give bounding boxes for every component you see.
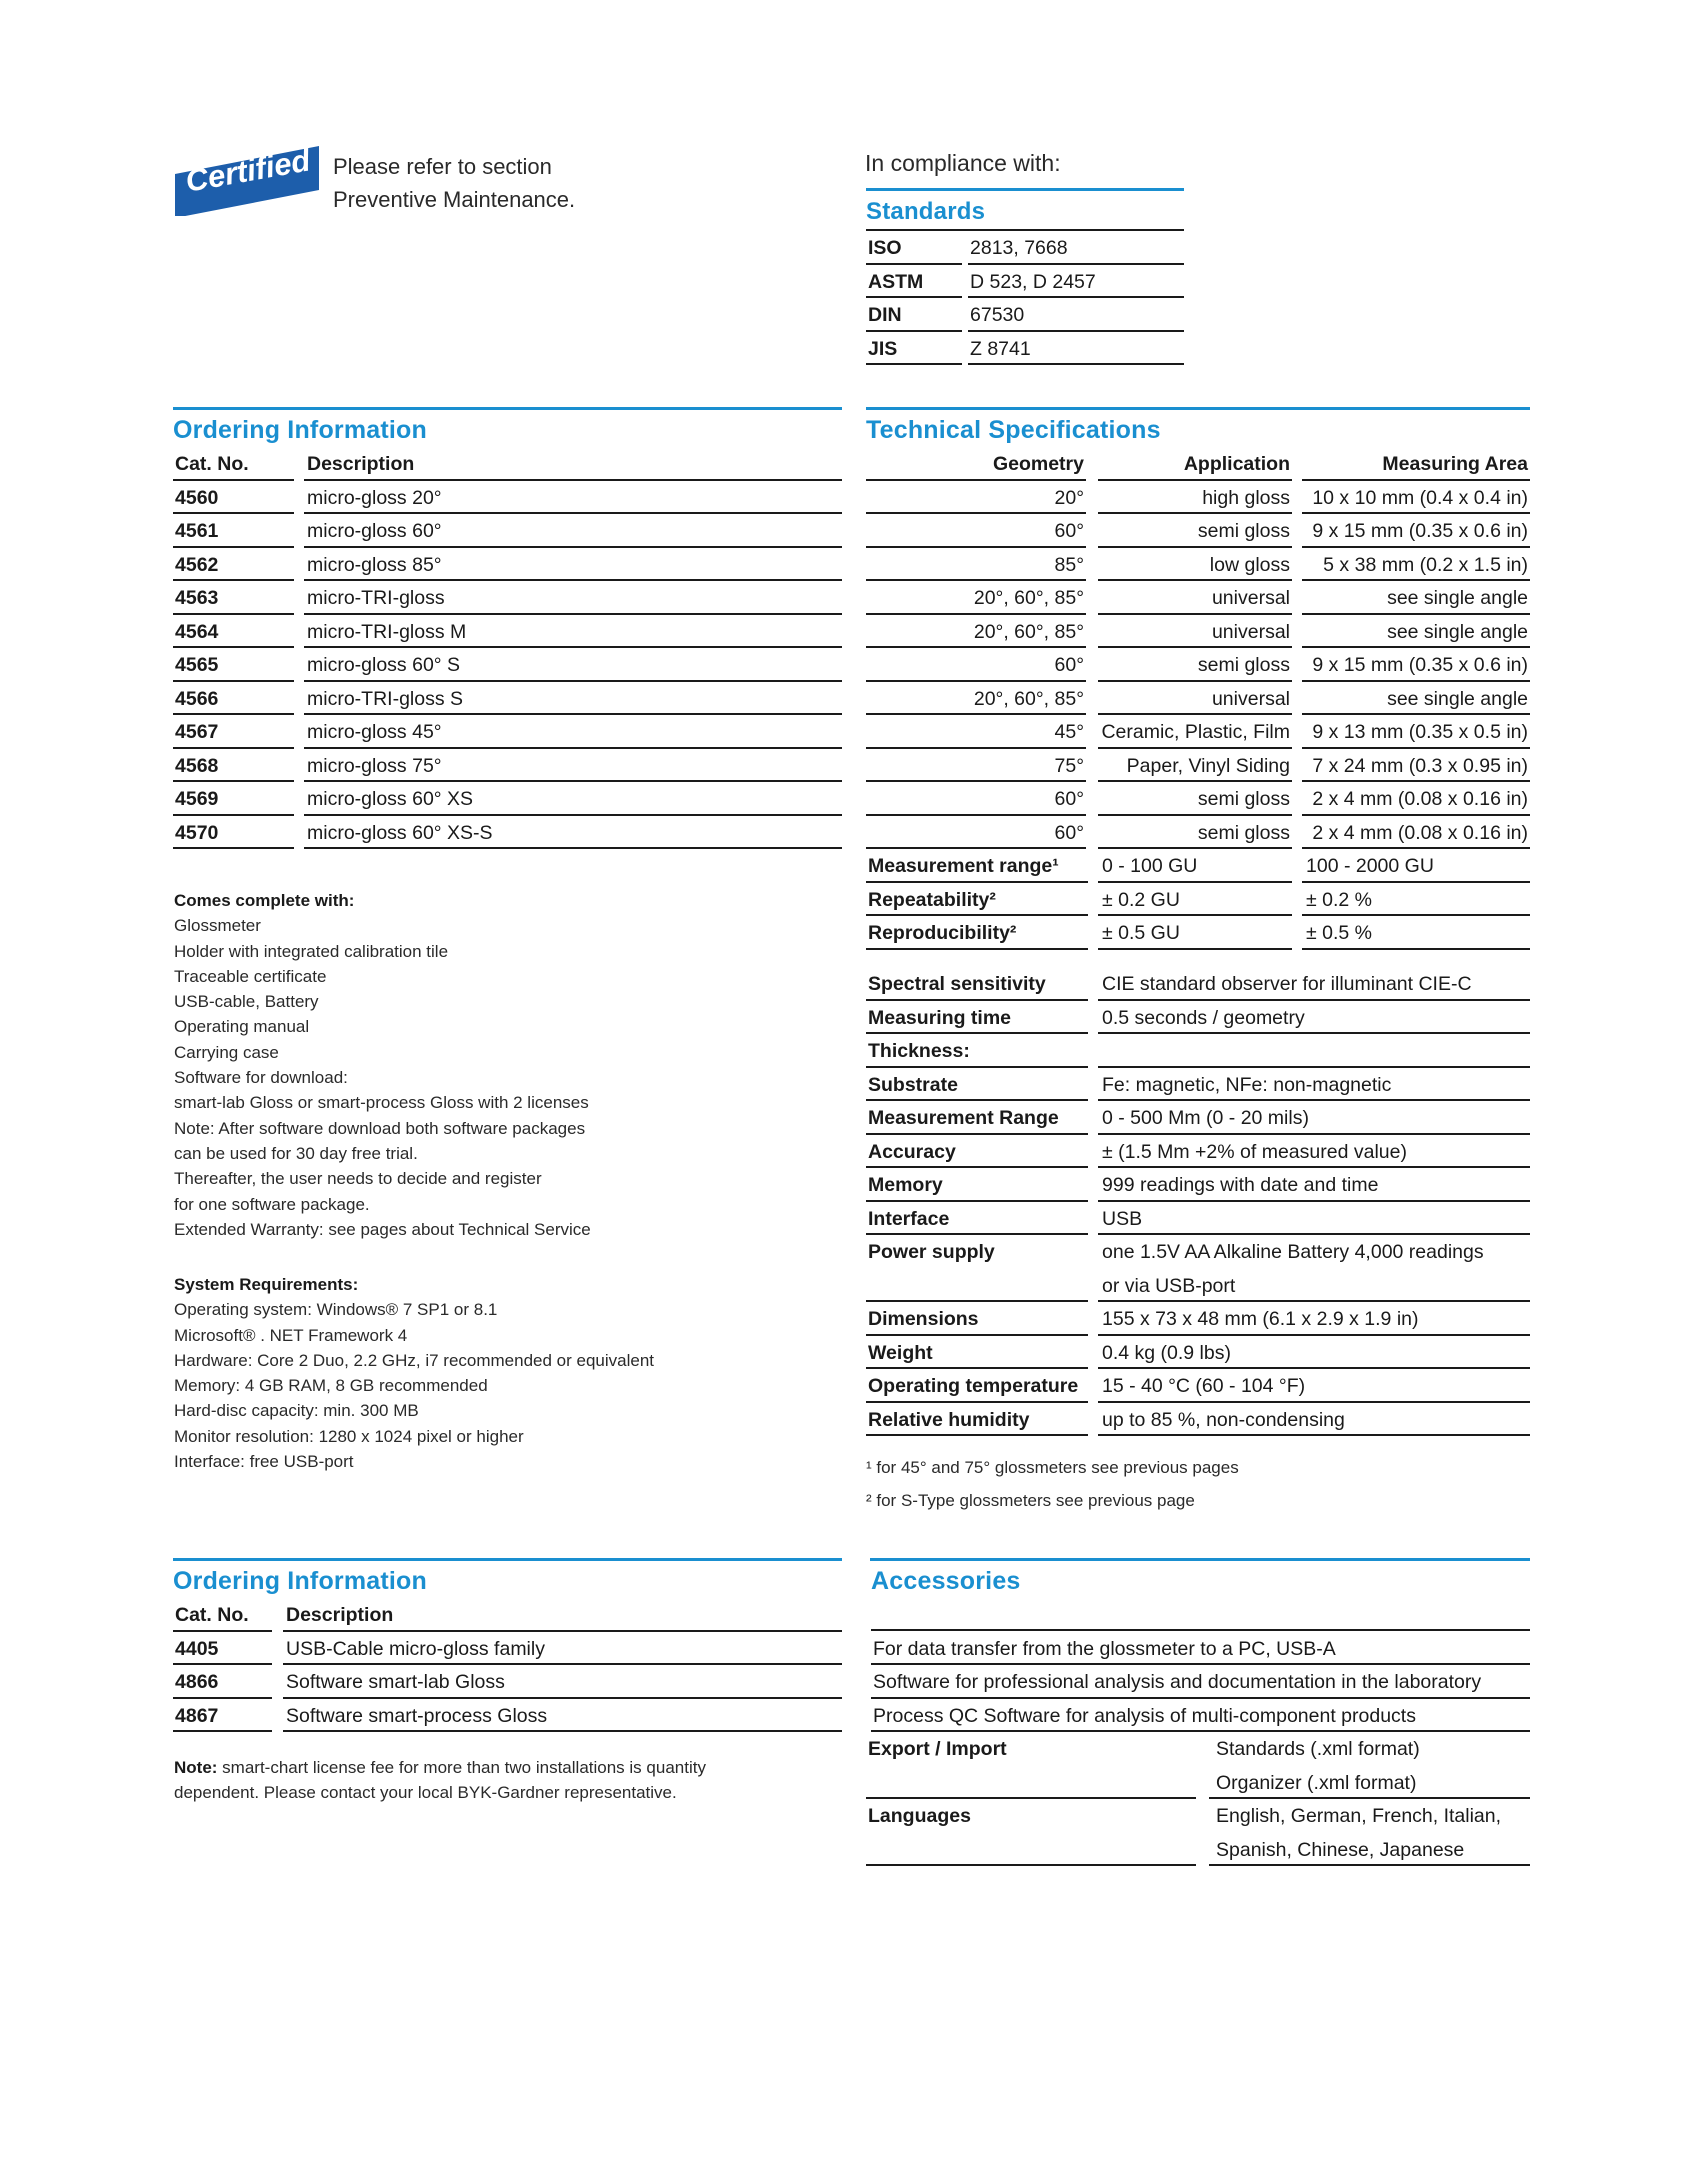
measuring-area: 9 x 15 mm (0.35 x 0.6 in)	[1312, 654, 1528, 676]
system-line: Interface: free USB-port	[174, 1452, 354, 1472]
description: micro-gloss 85°	[307, 553, 442, 576]
accessories-table	[866, 1598, 1530, 1878]
description: micro-gloss 20°	[307, 486, 442, 509]
tech-geo-row	[866, 615, 1530, 649]
application: high gloss	[1202, 486, 1290, 509]
application: low gloss	[1209, 553, 1290, 576]
spec-value: one 1.5V AA Alkaline Battery 4,000 readings	[1102, 1241, 1484, 1263]
complete-line: Carrying case	[174, 1042, 279, 1062]
ordering2-header-row	[173, 1598, 842, 1632]
geometry: 20°, 60°, 85°	[973, 620, 1084, 643]
spec-value: ± 0.2 GU	[1102, 888, 1180, 911]
cat-no: 4867	[175, 1704, 219, 1727]
geometry: 20°, 60°, 85°	[973, 687, 1084, 710]
spec-label: Accuracy	[868, 1140, 956, 1163]
tech-spec-row	[866, 1235, 1530, 1302]
maintenance-note-line1: Please refer to section	[333, 154, 552, 179]
description: micro-TRI-gloss S	[307, 687, 464, 710]
geometry: 20°	[1054, 486, 1084, 509]
spec-value: ± 0.5 GU	[1102, 922, 1180, 944]
note-line1: smart-chart license fee for more than two installations is quantity	[217, 1758, 706, 1777]
description: micro-gloss 60° S	[307, 654, 461, 676]
export-label: Export / Import	[868, 1738, 1007, 1760]
standard-value: 67530	[970, 304, 1025, 326]
spec-value-2: or via USB-port	[1102, 1274, 1236, 1297]
application: universal	[1211, 587, 1290, 609]
ordering-row	[173, 615, 842, 649]
complete-lines	[174, 913, 834, 1242]
complete-line: Traceable certificate	[174, 966, 327, 986]
application: Paper, Vinyl Siding	[1126, 754, 1290, 777]
system-line: Monitor resolution: 1280 x 1024 pixel or higher	[174, 1426, 524, 1446]
standard-key: DIN	[868, 304, 902, 326]
tech-spec-row	[866, 1336, 1530, 1370]
cat-no: 4561	[175, 520, 219, 542]
languages-label: Languages	[868, 1805, 971, 1827]
col-geometry: Geometry	[992, 453, 1084, 475]
system-line: Memory: 4 GB RAM, 8 GB recommended	[174, 1376, 488, 1396]
tech-spec-row	[866, 1001, 1530, 1035]
spec-value: 155 x 73 x 48 mm (6.1 x 2.9 x 1.9 in)	[1102, 1308, 1419, 1330]
ordering-row	[173, 749, 842, 783]
accessory-row	[866, 1665, 1530, 1699]
spec-value: ± 0.2 %	[1306, 888, 1372, 911]
complete-line: for one software package.	[174, 1194, 370, 1214]
spec-value: ± (1.5 Mm +2% of measured value)	[1102, 1140, 1407, 1163]
tech-spec-row	[866, 1403, 1530, 1437]
standards-row	[866, 332, 1184, 366]
complete-block	[174, 888, 834, 1242]
ordering2-table	[173, 1598, 842, 1738]
ordering-title: Ordering Information	[173, 416, 427, 444]
spec-label: Interface	[868, 1207, 950, 1230]
complete-line: Holder with integrated calibration tile	[174, 941, 449, 961]
application: semi gloss	[1197, 821, 1290, 844]
compliance-label: In compliance with:	[865, 150, 1061, 176]
spec-value: Fe: magnetic, NFe: non-magnetic	[1102, 1073, 1392, 1096]
standards-title: Standards	[866, 198, 986, 225]
tech-range-row	[866, 883, 1530, 917]
cat-no: 4563	[175, 587, 219, 609]
cat-no: 4405	[175, 1637, 219, 1660]
spec-value: up to 85 %, non-condensing	[1102, 1408, 1345, 1431]
complete-line: Glossmeter	[174, 916, 261, 936]
geometry: 60°	[1054, 520, 1084, 542]
description: micro-gloss 60° XS	[307, 788, 474, 810]
spec-value: 0.4 kg (0.9 lbs)	[1102, 1341, 1231, 1364]
accessory-text: Process QC Software for analysis of multi-component products	[873, 1704, 1416, 1727]
row-rule	[173, 1730, 272, 1732]
row-rule	[304, 847, 842, 849]
tech-geo-row	[866, 548, 1530, 582]
complete-line: Extended Warranty: see pages about Technical Service	[174, 1219, 591, 1239]
spec-label: Reproducibility²	[868, 922, 1017, 944]
complete-line: Thereafter, the user needs to decide and register	[174, 1169, 542, 1189]
languages-value-2: Spanish, Chinese, Japanese	[1216, 1838, 1465, 1861]
tech-header-row	[866, 447, 1530, 481]
tech-spec-row	[866, 1202, 1530, 1236]
maintenance-note-line2: Preventive Maintenance.	[333, 187, 576, 212]
tech-geo-row	[866, 816, 1530, 850]
tech-spec-table	[866, 967, 1530, 1447]
measuring-area: see single angle	[1387, 687, 1528, 710]
row-rule	[968, 363, 1184, 365]
cat-no: 4562	[175, 553, 219, 576]
spec-label: Spectral sensitivity	[868, 973, 1046, 995]
description: USB-Cable micro-gloss family	[286, 1637, 545, 1660]
languages-row	[866, 1799, 1530, 1866]
tech-geo-row	[866, 682, 1530, 716]
spec-label: Relative humidity	[868, 1408, 1030, 1431]
export-value-2: Organizer (.xml format)	[1216, 1771, 1417, 1794]
description: micro-gloss 75°	[307, 754, 442, 777]
tech-spec-row	[866, 1068, 1530, 1102]
description: micro-gloss 60° XS-S	[307, 821, 493, 844]
system-lines	[174, 1297, 834, 1474]
ordering2-note	[174, 1755, 706, 1805]
row-rule	[1209, 1864, 1530, 1866]
spec-label: Weight	[868, 1341, 933, 1364]
system-line: Hard-disc capacity: min. 300 MB	[174, 1401, 419, 1421]
standards-top-rule	[866, 188, 1184, 191]
ordering2-row	[173, 1632, 842, 1666]
footnote-2: ² for S-Type glossmeters see previous page	[866, 1491, 1195, 1510]
ordering-row	[173, 816, 842, 850]
measuring-area: 2 x 4 mm (0.08 x 0.16 in)	[1312, 788, 1528, 810]
cat-no: 4560	[175, 486, 219, 509]
ordering-row	[173, 514, 842, 548]
row-rule	[1098, 948, 1292, 950]
ordering-row	[173, 682, 842, 716]
accessories-top-rule	[870, 1558, 1530, 1561]
geometry: 60°	[1054, 788, 1084, 810]
standard-key: ASTM	[868, 270, 924, 293]
row-rule	[173, 847, 294, 849]
tech-geo-row	[866, 782, 1530, 816]
export-row	[866, 1732, 1530, 1799]
spec-label: Dimensions	[868, 1308, 979, 1330]
description: micro-gloss 60°	[307, 520, 442, 542]
ordering-header-row	[173, 447, 842, 481]
complete-line: USB-cable, Battery	[174, 992, 319, 1012]
ordering-row	[173, 581, 842, 615]
application: Ceramic, Plastic, Film	[1101, 721, 1290, 743]
complete-line: Software for download:	[174, 1068, 348, 1088]
spec-label: Measurement range¹	[868, 855, 1059, 877]
complete-line: can be used for 30 day free trial.	[174, 1143, 418, 1163]
spec-value: 0 - 500 Mm (0 - 20 mils)	[1102, 1107, 1309, 1129]
maintenance-note	[333, 150, 575, 216]
note-line2: dependent. Please contact your local BYK-Gardner representative.	[174, 1783, 677, 1802]
spec-label: Operating temperature	[868, 1375, 1079, 1397]
accessory-text: Software for professional analysis and documentation in the laboratory	[873, 1671, 1482, 1693]
row-rule	[1098, 1434, 1530, 1436]
row-rule	[866, 1434, 1088, 1436]
spec-label: Measurement Range	[868, 1107, 1059, 1129]
col-description: Description	[307, 453, 415, 475]
tech-top-rule	[866, 407, 1530, 410]
row-rule	[866, 1864, 1196, 1866]
standard-key: JIS	[868, 337, 898, 360]
spec-label: Repeatability²	[868, 888, 996, 911]
col-description: Description	[286, 1604, 394, 1626]
system-line: Hardware: Core 2 Duo, 2.2 GHz, i7 recommended or equivalent	[174, 1350, 655, 1370]
tech-geo-row	[866, 581, 1530, 615]
system-title: System Requirements:	[174, 1275, 359, 1294]
row-rule	[866, 363, 962, 365]
tech-spec-row	[866, 1168, 1530, 1202]
system-block	[174, 1272, 834, 1474]
spec-value: USB	[1102, 1207, 1143, 1230]
spec-value: 15 - 40 °C (60 - 104 °F)	[1102, 1375, 1306, 1397]
ordering-top-rule	[173, 407, 842, 410]
cat-no: 4569	[175, 788, 219, 810]
row-rule	[1302, 948, 1530, 950]
geometry: 20°, 60°, 85°	[973, 587, 1084, 609]
accessory-row	[866, 1699, 1530, 1733]
geometry: 85°	[1054, 553, 1084, 576]
complete-title: Comes complete with:	[174, 891, 355, 910]
spec-label: Substrate	[868, 1073, 958, 1096]
row-rule	[283, 1730, 842, 1732]
measuring-area: see single angle	[1387, 620, 1528, 643]
ordering-row	[173, 548, 842, 582]
cat-no: 4866	[175, 1671, 219, 1693]
description: micro-TRI-gloss	[307, 587, 445, 609]
accessories-title: Accessories	[871, 1567, 1021, 1595]
geometry: 60°	[1054, 821, 1084, 844]
ordering-row	[173, 715, 842, 749]
tech-range-row	[866, 916, 1530, 950]
footnote-1: ¹ for 45° and 75° glossmeters see previous pages	[866, 1458, 1239, 1477]
standards-row	[866, 231, 1184, 265]
languages-value-1: English, German, French, Italian,	[1216, 1805, 1502, 1827]
application: universal	[1211, 687, 1290, 710]
tech-spec-row	[866, 1135, 1530, 1169]
tech-range-row	[866, 849, 1530, 883]
col-cat-no: Cat. No.	[175, 453, 249, 475]
description: micro-TRI-gloss M	[307, 620, 467, 643]
application: semi gloss	[1197, 654, 1290, 676]
tech-geo-row	[866, 514, 1530, 548]
spec-label: Power supply	[868, 1241, 995, 1263]
ordering-table	[173, 447, 842, 849]
geometry: 45°	[1054, 721, 1084, 743]
tech-spec-row	[866, 1034, 1530, 1068]
tech-spec-row	[866, 1302, 1530, 1336]
tech-geo-row	[866, 749, 1530, 783]
complete-line: Operating manual	[174, 1017, 310, 1037]
spec-value: 999 readings with date and time	[1102, 1174, 1379, 1196]
geometry: 60°	[1054, 654, 1084, 676]
standards-row	[866, 265, 1184, 299]
ordering2-top-rule	[173, 1558, 842, 1561]
note-bold: Note:	[174, 1758, 218, 1777]
cat-no: 4568	[175, 754, 219, 777]
measuring-area: 9 x 15 mm (0.35 x 0.6 in)	[1312, 520, 1528, 542]
standard-value: Z 8741	[970, 337, 1031, 360]
measuring-area: see single angle	[1387, 587, 1528, 609]
application: semi gloss	[1197, 788, 1290, 810]
col-cat-no: Cat. No.	[175, 1604, 249, 1626]
system-line: Operating system: Windows® 7 SP1 or 8.1	[174, 1300, 498, 1320]
measuring-area: 10 x 10 mm (0.4 x 0.4 in)	[1312, 486, 1528, 509]
ordering-row	[173, 648, 842, 682]
cat-no: 4570	[175, 821, 219, 844]
measuring-area: 7 x 24 mm (0.3 x 0.95 in)	[1312, 754, 1528, 777]
measuring-area: 5 x 38 mm (0.2 x 1.5 in)	[1323, 553, 1528, 576]
standard-value: D 523, D 2457	[970, 270, 1096, 293]
spec-value: CIE standard observer for illuminant CIE-C	[1102, 973, 1472, 995]
cat-no: 4565	[175, 654, 219, 676]
measuring-area: 9 x 13 mm (0.35 x 0.5 in)	[1312, 721, 1528, 743]
ordering2-title: Ordering Information	[173, 1567, 427, 1595]
spec-label: Thickness:	[868, 1040, 970, 1062]
tech-spec-row	[866, 1101, 1530, 1135]
accessory-text: For data transfer from the glossmeter to a PC, USB-A	[873, 1637, 1336, 1660]
tech-title: Technical Specifications	[866, 416, 1161, 444]
tech-geo-row	[866, 648, 1530, 682]
spec-value: 0 - 100 GU	[1102, 855, 1198, 877]
certified-badge	[172, 142, 322, 216]
complete-line: smart-lab Gloss or smart-process Gloss with 2 licenses	[174, 1093, 589, 1113]
standards-table	[866, 196, 1184, 366]
ordering2-row	[173, 1699, 842, 1733]
spec-value: ± 0.5 %	[1306, 922, 1372, 944]
application: universal	[1211, 620, 1290, 643]
geometry: 75°	[1054, 754, 1084, 777]
ordering2-row	[173, 1665, 842, 1699]
spec-value: 0.5 seconds / geometry	[1102, 1006, 1305, 1029]
col-application: Application	[1183, 453, 1290, 475]
tech-spec-row	[866, 967, 1530, 1001]
cat-no: 4566	[175, 687, 219, 710]
accessory-row	[866, 1632, 1530, 1666]
spec-label: Measuring time	[868, 1006, 1012, 1029]
col-measuring-area: Measuring Area	[1382, 453, 1528, 475]
certified-badge-text: Certified	[182, 142, 313, 199]
ordering-row	[173, 481, 842, 515]
tech-geo-row	[866, 481, 1530, 515]
export-value-1: Standards (.xml format)	[1216, 1738, 1420, 1760]
application: semi gloss	[1197, 520, 1290, 542]
cat-no: 4567	[175, 721, 219, 743]
cat-no: 4564	[175, 620, 219, 643]
complete-line: Note: After software download both software packages	[174, 1118, 586, 1138]
standard-value: 2813, 7668	[970, 237, 1068, 259]
description: Software smart-lab Gloss	[286, 1671, 505, 1693]
standards-row	[866, 298, 1184, 332]
system-line: Microsoft® . NET Framework 4	[174, 1325, 408, 1345]
ordering-row	[173, 782, 842, 816]
spec-value: 100 - 2000 GU	[1306, 855, 1434, 877]
tech-spec-row	[866, 1369, 1530, 1403]
spec-label: Memory	[868, 1174, 943, 1196]
standard-key: ISO	[868, 237, 902, 259]
measuring-area: 2 x 4 mm (0.08 x 0.16 in)	[1312, 821, 1528, 844]
tech-geo-row	[866, 715, 1530, 749]
row-rule	[866, 948, 1088, 950]
description: Software smart-process Gloss	[286, 1704, 548, 1727]
tech-geometry-table	[866, 447, 1530, 947]
description: micro-gloss 45°	[307, 721, 442, 743]
